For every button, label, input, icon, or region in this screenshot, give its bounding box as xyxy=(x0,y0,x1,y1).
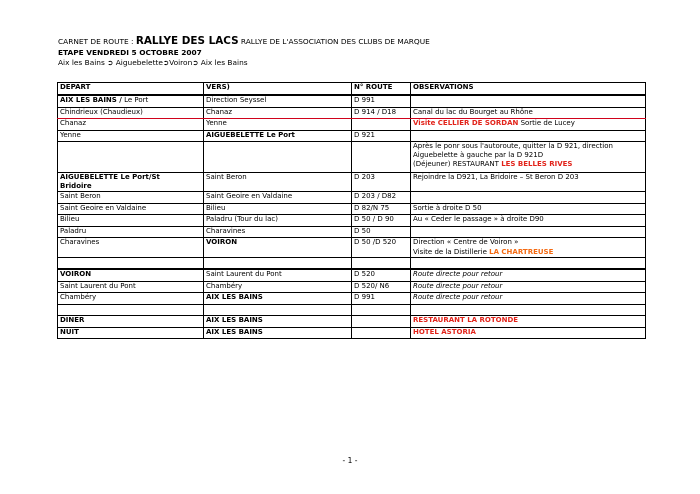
table-row xyxy=(58,215,646,227)
vers-cell: Chanaz xyxy=(204,107,352,119)
vers-cell: Saint Laurent du Pont xyxy=(204,269,352,281)
route-cell: D 991 xyxy=(352,293,411,305)
depart-cell: Chanaz xyxy=(58,119,204,131)
table-row xyxy=(58,130,646,142)
table-row xyxy=(58,327,646,339)
vers-cell: Chambéry xyxy=(204,281,352,293)
obs-line xyxy=(413,248,643,257)
route-cell xyxy=(352,119,411,131)
table-row xyxy=(58,203,646,215)
obs-cell: Route directe pour retour xyxy=(411,269,646,281)
vers-cell: AIX LES BAINS xyxy=(204,316,352,328)
route-cell: D 991 xyxy=(352,95,411,107)
table-row xyxy=(58,192,646,204)
depart-cell xyxy=(58,142,204,173)
route-cell: D 50 /D 520 xyxy=(352,238,411,257)
title-prefix: CARNET DE ROUTE : xyxy=(58,37,136,46)
route-cell: D 921 xyxy=(352,130,411,142)
vers-cell: Saint Geoire en Valdaine xyxy=(204,192,352,204)
vers-cell: AIX LES BAINS xyxy=(204,327,352,339)
table-row xyxy=(58,269,646,281)
table-row xyxy=(58,238,646,257)
obs-cell xyxy=(411,226,646,238)
obs-cell xyxy=(411,192,646,204)
route-cell xyxy=(352,304,411,316)
visit-highlight: Visite CELLIER DE SORDAN xyxy=(413,119,519,127)
obs-cell xyxy=(411,119,646,131)
document-header xyxy=(58,36,430,69)
obs-cell: Sortie à droite D 50 xyxy=(411,203,646,215)
table-row xyxy=(58,293,646,305)
col-route: N° ROUTE xyxy=(352,83,411,96)
depart-cell: NUIT xyxy=(58,327,204,339)
obs-cell xyxy=(411,95,646,107)
table-row xyxy=(58,119,646,131)
obs-text: Sortie de Lucey xyxy=(518,119,575,127)
obs-text: (Déjeuner) RESTAURANT xyxy=(413,160,502,169)
route-cell xyxy=(352,142,411,173)
page-number: - 1 - xyxy=(342,456,358,465)
table-row xyxy=(58,316,646,328)
vers-cell xyxy=(204,257,352,269)
depart-cell: Charavines xyxy=(58,238,204,257)
route-summary: Aix les Bains ➲ Aiguebelette➲Voiron➲ Aix les Bains xyxy=(58,58,248,67)
obs-cell: Canal du lac du Bourget au Rhône xyxy=(411,107,646,119)
obs-cell: RESTAURANT LA ROTONDE xyxy=(411,316,646,328)
vers-cell: Charavines xyxy=(204,226,352,238)
route-cell: D 203 xyxy=(352,173,411,192)
route-cell xyxy=(352,327,411,339)
obs-text: Visite de la Distillerie xyxy=(413,247,490,256)
obs-line: Après le ponr sous l'autoroute, quitter la D 921, direction xyxy=(413,142,613,150)
depart-text: Le Port xyxy=(124,96,149,104)
depart-cell: Saint Beron xyxy=(58,192,204,204)
table-row-empty xyxy=(58,257,646,269)
depart-cell xyxy=(58,95,204,107)
route-cell: D 520 xyxy=(352,269,411,281)
obs-line xyxy=(413,160,643,169)
vers-cell xyxy=(204,142,352,173)
vers-cell xyxy=(204,304,352,316)
obs-cell xyxy=(411,238,646,257)
table-row xyxy=(58,173,646,192)
depart-cell: Chambéry xyxy=(58,293,204,305)
vers-cell: Saint Beron xyxy=(204,173,352,192)
stage-line: ETAPE VENDREDI 5 OCTOBRE 2007 xyxy=(58,47,202,57)
obs-cell: Route directe pour retour xyxy=(411,281,646,293)
route-table xyxy=(57,82,646,339)
depart-cell: Saint Geoire en Valdaine xyxy=(58,203,204,215)
obs-line: Direction « Centre de Voiron » xyxy=(413,238,519,247)
obs-cell xyxy=(411,142,646,173)
table-row xyxy=(58,95,646,107)
route-cell xyxy=(352,257,411,269)
restaurant-highlight: LES BELLES RIVES xyxy=(501,160,573,169)
vers-cell: AIGUEBELETTE Le Port xyxy=(204,130,352,142)
obs-cell xyxy=(411,304,646,316)
table-row xyxy=(58,107,646,119)
route-cell: D 50 xyxy=(352,226,411,238)
obs-cell: Au « Ceder le passage » à droite D90 xyxy=(411,215,646,227)
vers-cell: Paladru (Tour du lac) xyxy=(204,215,352,227)
depart-cell: VOIRON xyxy=(58,269,204,281)
vers-cell: AIX LES BAINS xyxy=(204,293,352,305)
route-cell: D 914 / D18 xyxy=(352,107,411,119)
depart-cell: Saint Laurent du Pont xyxy=(58,281,204,293)
obs-cell: Rejoindre la D921, La Bridoire – St Beron D 203 xyxy=(411,173,646,192)
route-cell: D 82/N 75 xyxy=(352,203,411,215)
route-cell: D 203 / D82 xyxy=(352,192,411,204)
route-cell: D 520/ N6 xyxy=(352,281,411,293)
depart-cell: Paladru xyxy=(58,226,204,238)
depart-cell xyxy=(58,257,204,269)
rally-subtitle: RALLYE DE L'ASSOCIATION DES CLUBS DE MARQUE xyxy=(238,37,430,46)
rally-name: RALLYE DES LACS xyxy=(135,35,239,47)
depart-cell: Bilieu xyxy=(58,215,204,227)
vers-cell: Direction Seyssel xyxy=(204,95,352,107)
route-cell xyxy=(352,316,411,328)
col-observations: OBSERVATIONS xyxy=(411,83,646,96)
obs-cell xyxy=(411,257,646,269)
vers-cell: VOIRON xyxy=(204,238,352,257)
table-row-spacer xyxy=(58,304,646,316)
depart-line: Bridoire xyxy=(60,182,92,191)
table-row xyxy=(58,226,646,238)
depart-cell: Chindrieux (Chaudieux) xyxy=(58,107,204,119)
col-vers: VERS) xyxy=(204,83,352,96)
distillery-highlight: LA CHARTREUSE xyxy=(489,247,554,256)
vers-cell: Bilieu xyxy=(204,203,352,215)
depart-cell: DINER xyxy=(58,316,204,328)
col-depart: DEPART xyxy=(58,83,204,96)
depart-line: AIGUEBELETTE Le Port/St xyxy=(60,173,160,181)
route-cell: D 50 / D 90 xyxy=(352,215,411,227)
obs-cell: Route directe pour retour xyxy=(411,293,646,305)
obs-cell: HOTEL ASTORIA xyxy=(411,327,646,339)
obs-cell xyxy=(411,130,646,142)
table-header-row xyxy=(58,83,646,96)
depart-cell: Yenne xyxy=(58,130,204,142)
table-row xyxy=(58,281,646,293)
depart-cell xyxy=(58,304,204,316)
depart-bold: AIX LES BAINS / xyxy=(60,96,122,104)
depart-cell xyxy=(58,173,204,192)
vers-cell: Yenne xyxy=(204,119,352,131)
title-line xyxy=(58,36,430,48)
table-row xyxy=(58,142,646,173)
obs-line: Aiguebelette à gauche par la D 921D xyxy=(413,151,544,160)
